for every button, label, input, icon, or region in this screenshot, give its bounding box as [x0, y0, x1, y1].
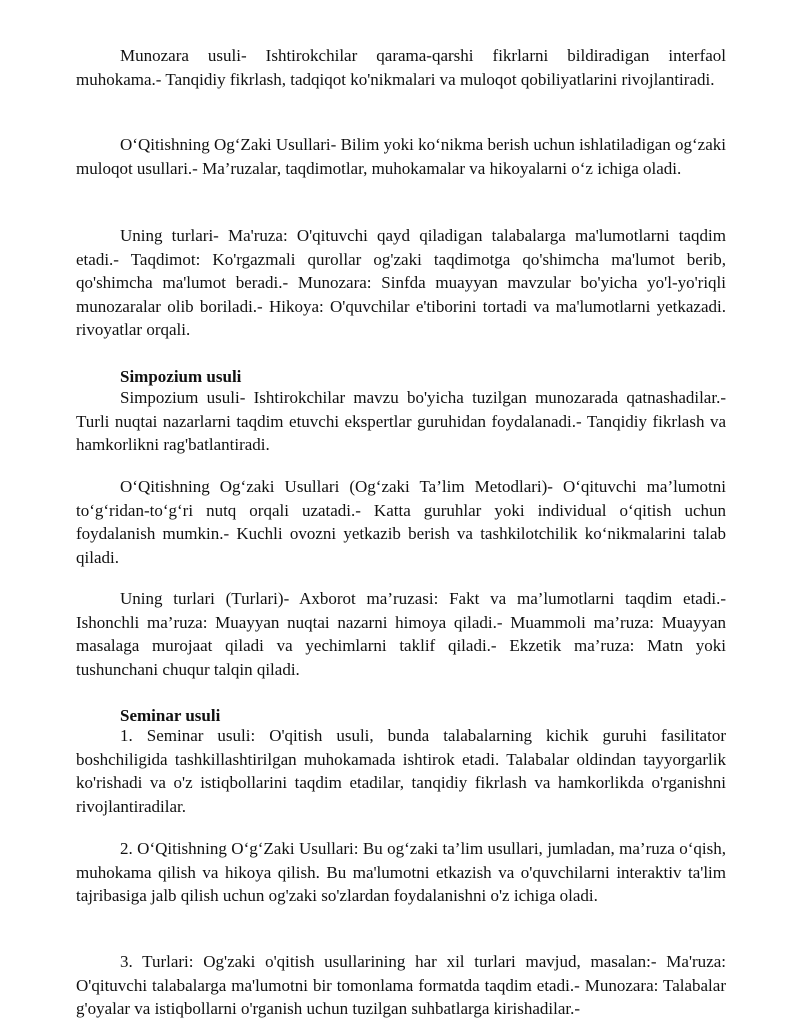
paragraph-simpozium-usuli: Simpozium usuli- Ishtirokchilar mavzu bo'yicha tuzilgan munozarada qatnashadilar.- Turli nuqtai nazarlarni taqdim etuvchi ekspertlar guruhidan foydalanadi.- Tanqidiy fikrlash va hamkorlikni rag'batlantiradi. [76, 388, 726, 455]
paragraph-turlari-3: 3. Turlari: Og'zaki o'qitish usullarining har xil turlari mavjud, masalan:- Ma'ruza: O'qituvchi talabalarga ma'lumotni bir tomonlama formatda taqdim etadi.- Munozara: Talabalar g'oyalar va istiqbollarni o'rganish uchun tuzilgan suhbatlarga kirishadilar.- [76, 952, 726, 1019]
paragraph-uning-turlari: Uning turlari- Ma'ruza: O'qituvchi qayd qiladigan talabalarga ma'lumotlarni taqdim etadi.- Taqdimot: Ko'rgazmali qurollar og'zaki taqdimotga qo'shimcha ma'lumot berib, qo'shimcha ma'lumot beradi.- Munozara: Sinfda muayyan mavzular bo'yicha yo'l-yo'riqli munozaralar olib boriladi.- Hikoya: O'quvchilar e'tiborini tortadi va ma'lumotlarni yetkazadi. rivoyatlar orqali. [76, 226, 726, 340]
paragraph-ogzaki-usullari: O‘Qitishning Og‘Zaki Usullari- Bilim yoki ko‘nikma berish uchun ishlatiladigan og‘zaki muloqot usullari.- Ma’ruzalar, taqdimotlar, muhokamalar va hikoyalarni o‘z ichiga oladi. [76, 135, 726, 178]
paragraph-turlari: Uning turlari (Turlari)- Axborot ma’ruzasi: Fakt va ma’lumotlarni taqdim etadi.- Ishonchli ma’ruza: Muayyan nuqtai nazarni himoya qiladi.- Muammoli ma’ruza: Muayyan masalaga murojaat qiladi va yechimlarni taklif qiladi.- Ekzetik ma’ruza: Matn yoki tushunchani chuqur talqin qiladi. [76, 589, 726, 679]
paragraph-munozara-usuli: Munozara usuli- Ishtirokchilar qarama-qarshi fikrlarni bildiradigan interfaol muhokama.- Tanqidiy fikrlash, tadqiqot ko'nikmalari va muloqot qobiliyatlarini rivojlantiradi. [76, 46, 726, 89]
paragraph-ogzaki-usullari-2: 2. O‘Qitishning O‘g‘Zaki Usullari: Bu og‘zaki ta’lim usullari, jumladan, ma’ruza o‘qish, muhokama qilish va hikoya qilish. Bu ma'lumotni etkazish va o'quvchilarni interaktiv ta'lim tajribasiga jalb qilish uchun og'zaki so'zlardan foydalanishni o'z ichiga oladi. [76, 839, 726, 906]
heading-simpozium-usuli: Simpozium usuli [120, 367, 242, 386]
paragraph-ogzaki-talim-metodlari: O‘Qitishning Og‘zaki Usullari (Og‘zaki Ta’lim Metodlari)- O‘qituvchi ma’lumotni to‘g‘ridan-to‘g‘ri nutq orqali uzatadi.- Katta guruhlar yoki individual o‘qitish uchun foydalanish mumkin.- Kuchli ovozni yetkazib berish va tashkilotchilik ko‘nikmalarini talab qiladi. [76, 477, 726, 567]
heading-seminar-usuli: Seminar usuli [120, 706, 221, 725]
paragraph-seminar-usuli: 1. Seminar usuli: O'qitish usuli, bunda talabalarning kichik guruhi fasilitator boshchiligida tashkillashtirilgan muhokamada ishtirok etadi. Talabalar oldindan tayyorgarlik ko'rishadi va o'z istiqbollarini taqdim etadilar, tanqidiy fikrlash va hamkorlikda o'rganishni rivojlantiradilar. [76, 726, 726, 816]
